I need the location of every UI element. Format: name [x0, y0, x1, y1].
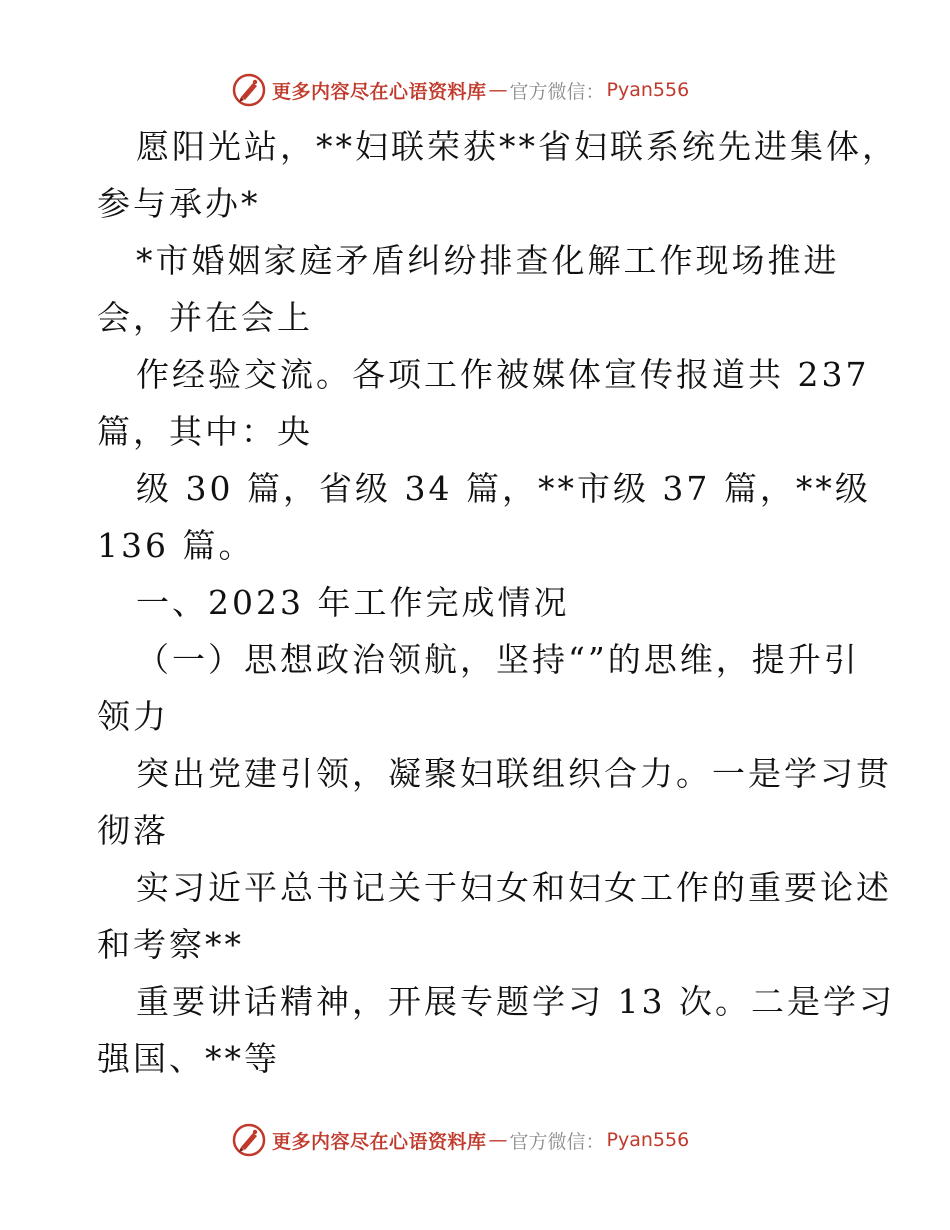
watermark-site-text: 更多内容尽在心语资料库: [272, 80, 487, 103]
text-line: 篇，其中：央: [97, 412, 313, 451]
watermark-header: [232, 70, 732, 110]
watermark-label: 官方微信：: [509, 80, 605, 103]
text-line: 136 篇。: [97, 526, 255, 565]
watermark-site-text: 更多内容尽在心语资料库: [272, 1130, 487, 1153]
seal-pen-icon: [232, 73, 266, 107]
text-line: 会，并在会上: [97, 298, 313, 337]
watermark-wechat-id: Pyan556: [606, 1129, 690, 1151]
text-line: 领力: [97, 697, 169, 736]
text-line: 级 30 篇，省级 34 篇，**市级 37 篇，**级: [136, 469, 871, 508]
document-body: [97, 118, 898, 1087]
text-line: 重要讲话精神，开展专题学习 13 次。二是学习: [136, 982, 895, 1021]
watermark-label: 官方微信：: [509, 1130, 605, 1153]
seal-pen-icon: [232, 1123, 266, 1157]
watermark-dash: —: [488, 1129, 508, 1151]
text-line: 彻落: [97, 811, 169, 850]
text-line: 和考察**: [97, 925, 244, 964]
text-line: *市婚姻家庭矛盾纠纷排查化解工作现场推进: [136, 241, 840, 280]
subsection-heading: （一）思想政治领航，坚持“”的思维，提升引: [136, 640, 860, 679]
section-heading: 一、2023 年工作完成情况: [136, 583, 570, 622]
text-line: 作经验交流。各项工作被媒体宣传报道共 237: [136, 355, 870, 394]
text-line: 参与承办*: [97, 184, 261, 223]
watermark-dash: —: [488, 79, 508, 101]
text-line: 实习近平总书记关于妇女和妇女工作的重要论述: [136, 868, 892, 907]
text-line: 强国、**等: [97, 1039, 280, 1078]
watermark-wechat-id: Pyan556: [606, 79, 690, 101]
watermark-footer: [232, 1120, 732, 1160]
text-line: 愿阳光站，**妇联荣获**省妇联系统先进集体，: [136, 127, 898, 166]
text-line: 突出党建引领，凝聚妇联组织合力。一是学习贯: [136, 754, 892, 793]
